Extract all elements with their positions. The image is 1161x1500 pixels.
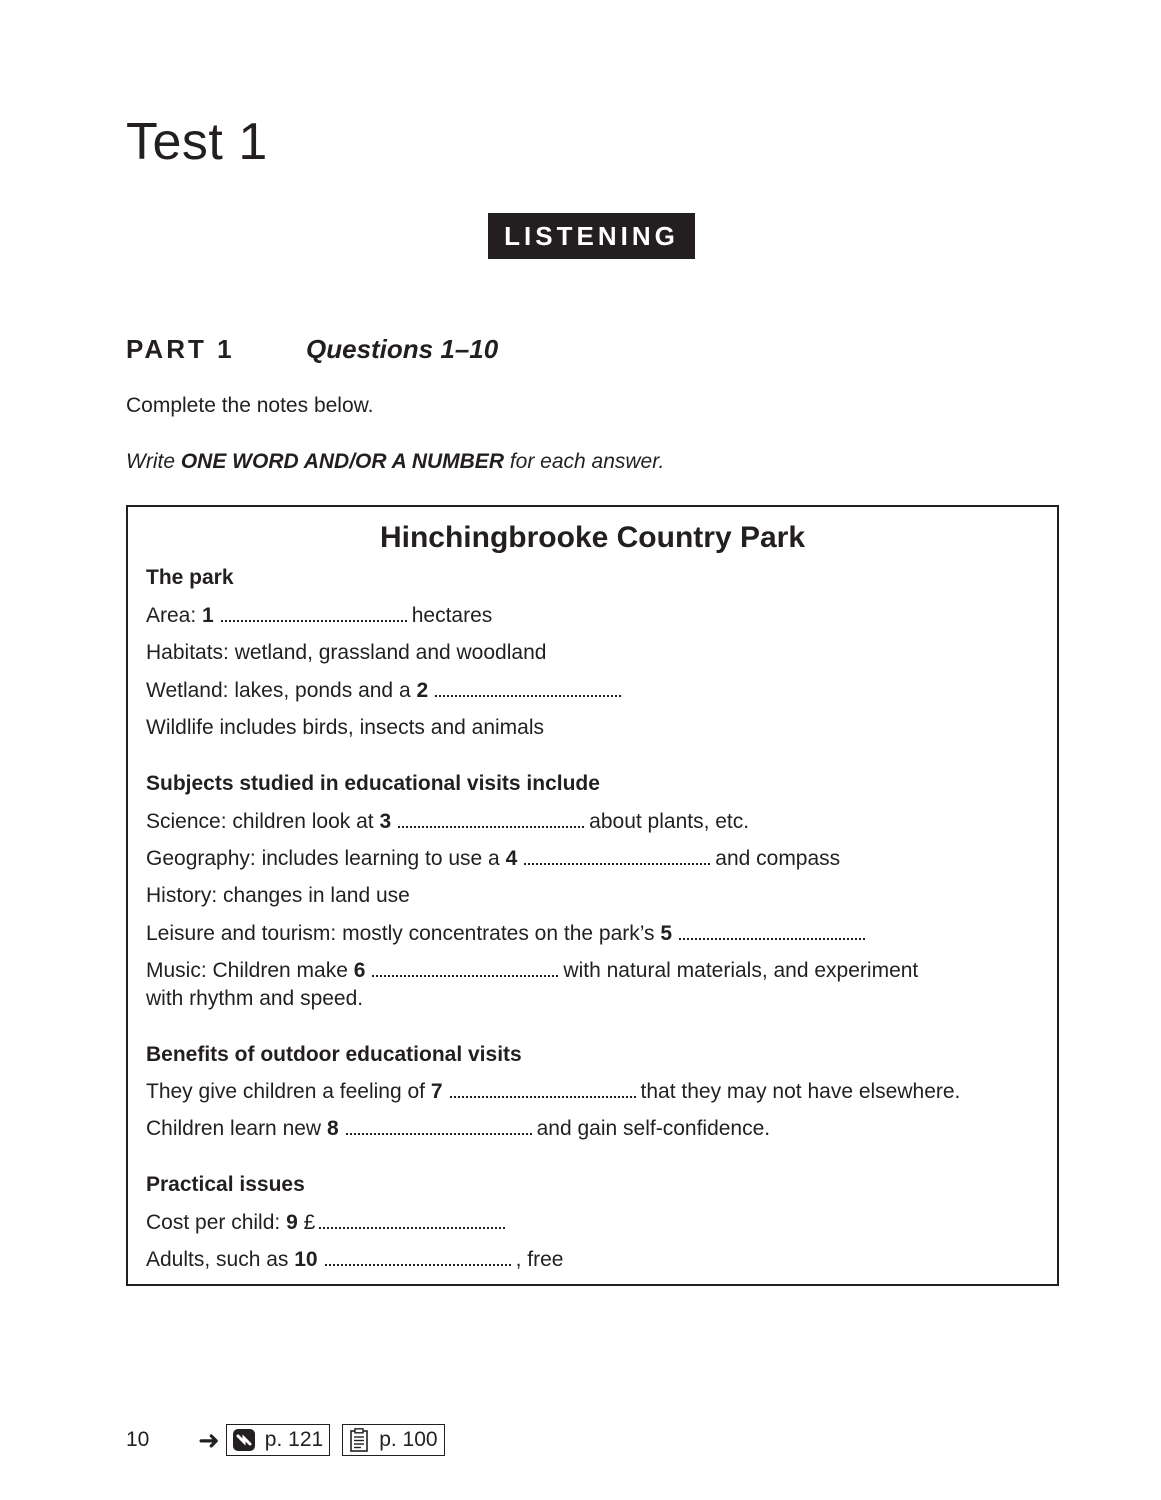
note-text: Science: children look at bbox=[146, 810, 380, 833]
section-heading-benefits: Benefits of outdoor educational visits bbox=[146, 1043, 522, 1066]
note-text: , free bbox=[515, 1248, 564, 1271]
note-science bbox=[146, 809, 749, 835]
note-habitats: Habitats: wetland, grassland and woodland bbox=[146, 641, 547, 664]
answer-blank-8[interactable] bbox=[346, 1119, 532, 1135]
answer-blank-5[interactable] bbox=[679, 924, 865, 940]
question-number: 2 bbox=[416, 679, 429, 702]
note-adults bbox=[146, 1247, 563, 1273]
answer-blank-9[interactable] bbox=[319, 1213, 505, 1229]
question-number: 6 bbox=[353, 959, 366, 982]
document-icon bbox=[349, 1428, 369, 1452]
note-text: Wetland: lakes, ponds and a bbox=[146, 679, 417, 702]
note-text: that they may not have elsewhere. bbox=[640, 1080, 961, 1103]
answer-blank-7[interactable] bbox=[450, 1082, 636, 1098]
transcript-reference[interactable] bbox=[342, 1424, 444, 1456]
note-music-continued: with rhythm and speed. bbox=[146, 987, 364, 1010]
section-heading-subjects: Subjects studied in educational visits include bbox=[146, 772, 600, 795]
arrow-right-icon: ➜ bbox=[198, 1424, 220, 1455]
question-number: 4 bbox=[505, 847, 518, 870]
note-feeling bbox=[146, 1079, 960, 1105]
question-number: 1 bbox=[202, 604, 214, 627]
note-cost bbox=[146, 1210, 510, 1236]
answer-blank-2[interactable] bbox=[435, 681, 621, 697]
question-number: 7 bbox=[430, 1080, 443, 1103]
audio-reference[interactable] bbox=[226, 1424, 330, 1456]
footer bbox=[126, 1424, 457, 1456]
note-text: hectares bbox=[411, 604, 493, 627]
note-text: and compass bbox=[715, 847, 841, 870]
question-number: 9 bbox=[286, 1211, 298, 1234]
section-badge: LISTENING bbox=[488, 213, 695, 259]
answer-blank-4[interactable] bbox=[524, 849, 710, 865]
questions-range: Questions 1–10 bbox=[306, 334, 499, 364]
note-text: with natural materials, and experiment bbox=[563, 959, 919, 982]
part-heading bbox=[126, 334, 498, 365]
question-number: 10 bbox=[294, 1248, 318, 1271]
note-text: Cost per child: bbox=[146, 1211, 287, 1234]
question-number: 8 bbox=[326, 1117, 339, 1140]
note-wildlife: Wildlife includes birds, insects and animals bbox=[146, 716, 545, 739]
note-text: Area: bbox=[146, 604, 203, 627]
note-area bbox=[146, 603, 492, 629]
section-heading-practical: Practical issues bbox=[146, 1173, 305, 1196]
page-number: 10 bbox=[126, 1428, 150, 1451]
question-number: 5 bbox=[660, 922, 673, 945]
note-geography bbox=[146, 846, 840, 872]
note-music bbox=[146, 958, 918, 984]
instruction-complete-notes: Complete the notes below. bbox=[126, 394, 374, 417]
instruction-text: for each answer. bbox=[503, 450, 665, 473]
note-text: Music: Children make bbox=[146, 959, 354, 982]
page-title: Test 1 bbox=[126, 113, 268, 171]
notes-box bbox=[126, 505, 1059, 1286]
audio-track-icon bbox=[233, 1429, 255, 1451]
note-text: Adults, such as bbox=[146, 1248, 295, 1271]
section-heading-park: The park bbox=[146, 566, 234, 589]
note-learn bbox=[146, 1116, 770, 1142]
answer-blank-1[interactable] bbox=[221, 606, 407, 622]
instruction-emphasis: ONE WORD AND/OR A NUMBER bbox=[180, 450, 504, 473]
currency-symbol: £ bbox=[303, 1211, 316, 1234]
audio-page-ref: p. 121 bbox=[264, 1428, 324, 1451]
part-label: PART 1 bbox=[126, 334, 235, 364]
note-text: Leisure and tourism: mostly concentrates on the park’s bbox=[146, 922, 661, 945]
note-text: about plants, etc. bbox=[589, 810, 750, 833]
answer-blank-6[interactable] bbox=[372, 961, 558, 977]
answer-blank-3[interactable] bbox=[398, 812, 584, 828]
answer-blank-10[interactable] bbox=[325, 1250, 511, 1266]
note-wetland bbox=[146, 678, 626, 704]
note-text: Children learn new bbox=[146, 1117, 327, 1140]
transcript-page-ref: p. 100 bbox=[379, 1428, 438, 1451]
instruction-text: Write bbox=[126, 450, 181, 473]
instruction-word-limit bbox=[126, 450, 664, 474]
note-history: History: changes in land use bbox=[146, 884, 410, 907]
note-text: and gain self-confidence. bbox=[536, 1117, 771, 1140]
note-text: They give children a feeling of bbox=[146, 1080, 431, 1103]
question-number: 3 bbox=[379, 810, 392, 833]
note-leisure bbox=[146, 921, 870, 947]
notes-title: Hinchingbrooke Country Park bbox=[379, 521, 806, 554]
note-text: Geography: includes learning to use a bbox=[146, 847, 506, 870]
